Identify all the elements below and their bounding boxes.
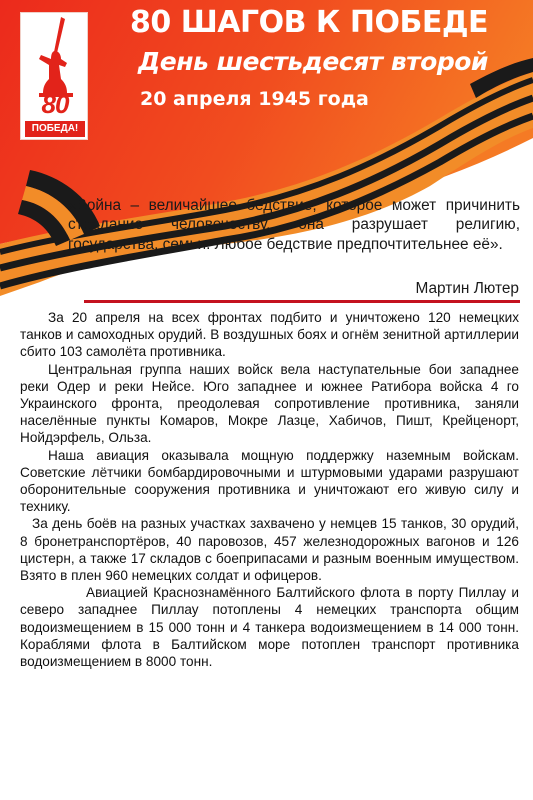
poster-date: 20 апреля 1945 года bbox=[140, 88, 369, 110]
poster-title: 80 ШАГОВ К ПОБЕДЕ bbox=[130, 5, 489, 40]
quote-author: Мартин Лютер bbox=[415, 280, 519, 297]
paragraph-1: За 20 апреля на всех фронтах подбито и уничтожено 120 немецких танков и самоходных орудий. В воздушных боях и огнём зенитной артиллерии сбито 103 самолёта противника. bbox=[20, 310, 519, 360]
paragraph-2: Центральная группа наших войск вела наступательные бои западнее реки Одер и реки Нейсе. Юго западнее и южнее Ратибора войска 4 го Украинского фронта, преодолевая сопротивление противника, заняли населённые пункты Комаров, Мокре Лазце, Хабичов, Пишт, Крейценорт, Нойдэрфель, Ольза. bbox=[20, 361, 519, 446]
paragraph-5: Авиацией Краснознамённого Балтийского флота в порту Пиллау и северо западнее Пиллау потоплены 4 немецких транспорта общим водоизмещением в 15 000 тонн и 4 танкера водоизмещением в 14 000 тонн. Кораблями флота в Балтийском море потоплен транспорт противника водоизмещением в 8000 тонн. bbox=[20, 585, 519, 670]
paragraph-3: Наша авиация оказывала мощную поддержку наземным войскам. Советские лётчики бомбардировочными и штурмовыми ударами разрушают оборонительные сооружения противника и уничтожают его живую силу и технику. bbox=[20, 447, 519, 515]
paragraph-4: За день боёв на разных участках захвачено у немцев 15 танков, 30 орудий, 8 бронетранспортёров, 40 паровозов, 457 железнодорожных вагонов и 126 цистерн, а также 17 складов с боеприпасами и разным военным имуществом. Взято в плен 960 немецких солдат и офицеров. bbox=[20, 516, 519, 584]
divider-line bbox=[84, 300, 520, 303]
logo-word: ПОБЕДА! bbox=[25, 121, 85, 137]
victory-80-logo bbox=[20, 12, 88, 140]
logo-number: 80 bbox=[41, 89, 69, 119]
article-body bbox=[20, 309, 519, 670]
epigraph-quote: «Война – величайшее бедствие, которое может причинить страдание человечеству, она разрушает религию, государства, семьи. Любое бедствие предпочтительнее её». bbox=[68, 197, 520, 253]
poster-day: День шестьдесят второй bbox=[138, 47, 488, 76]
